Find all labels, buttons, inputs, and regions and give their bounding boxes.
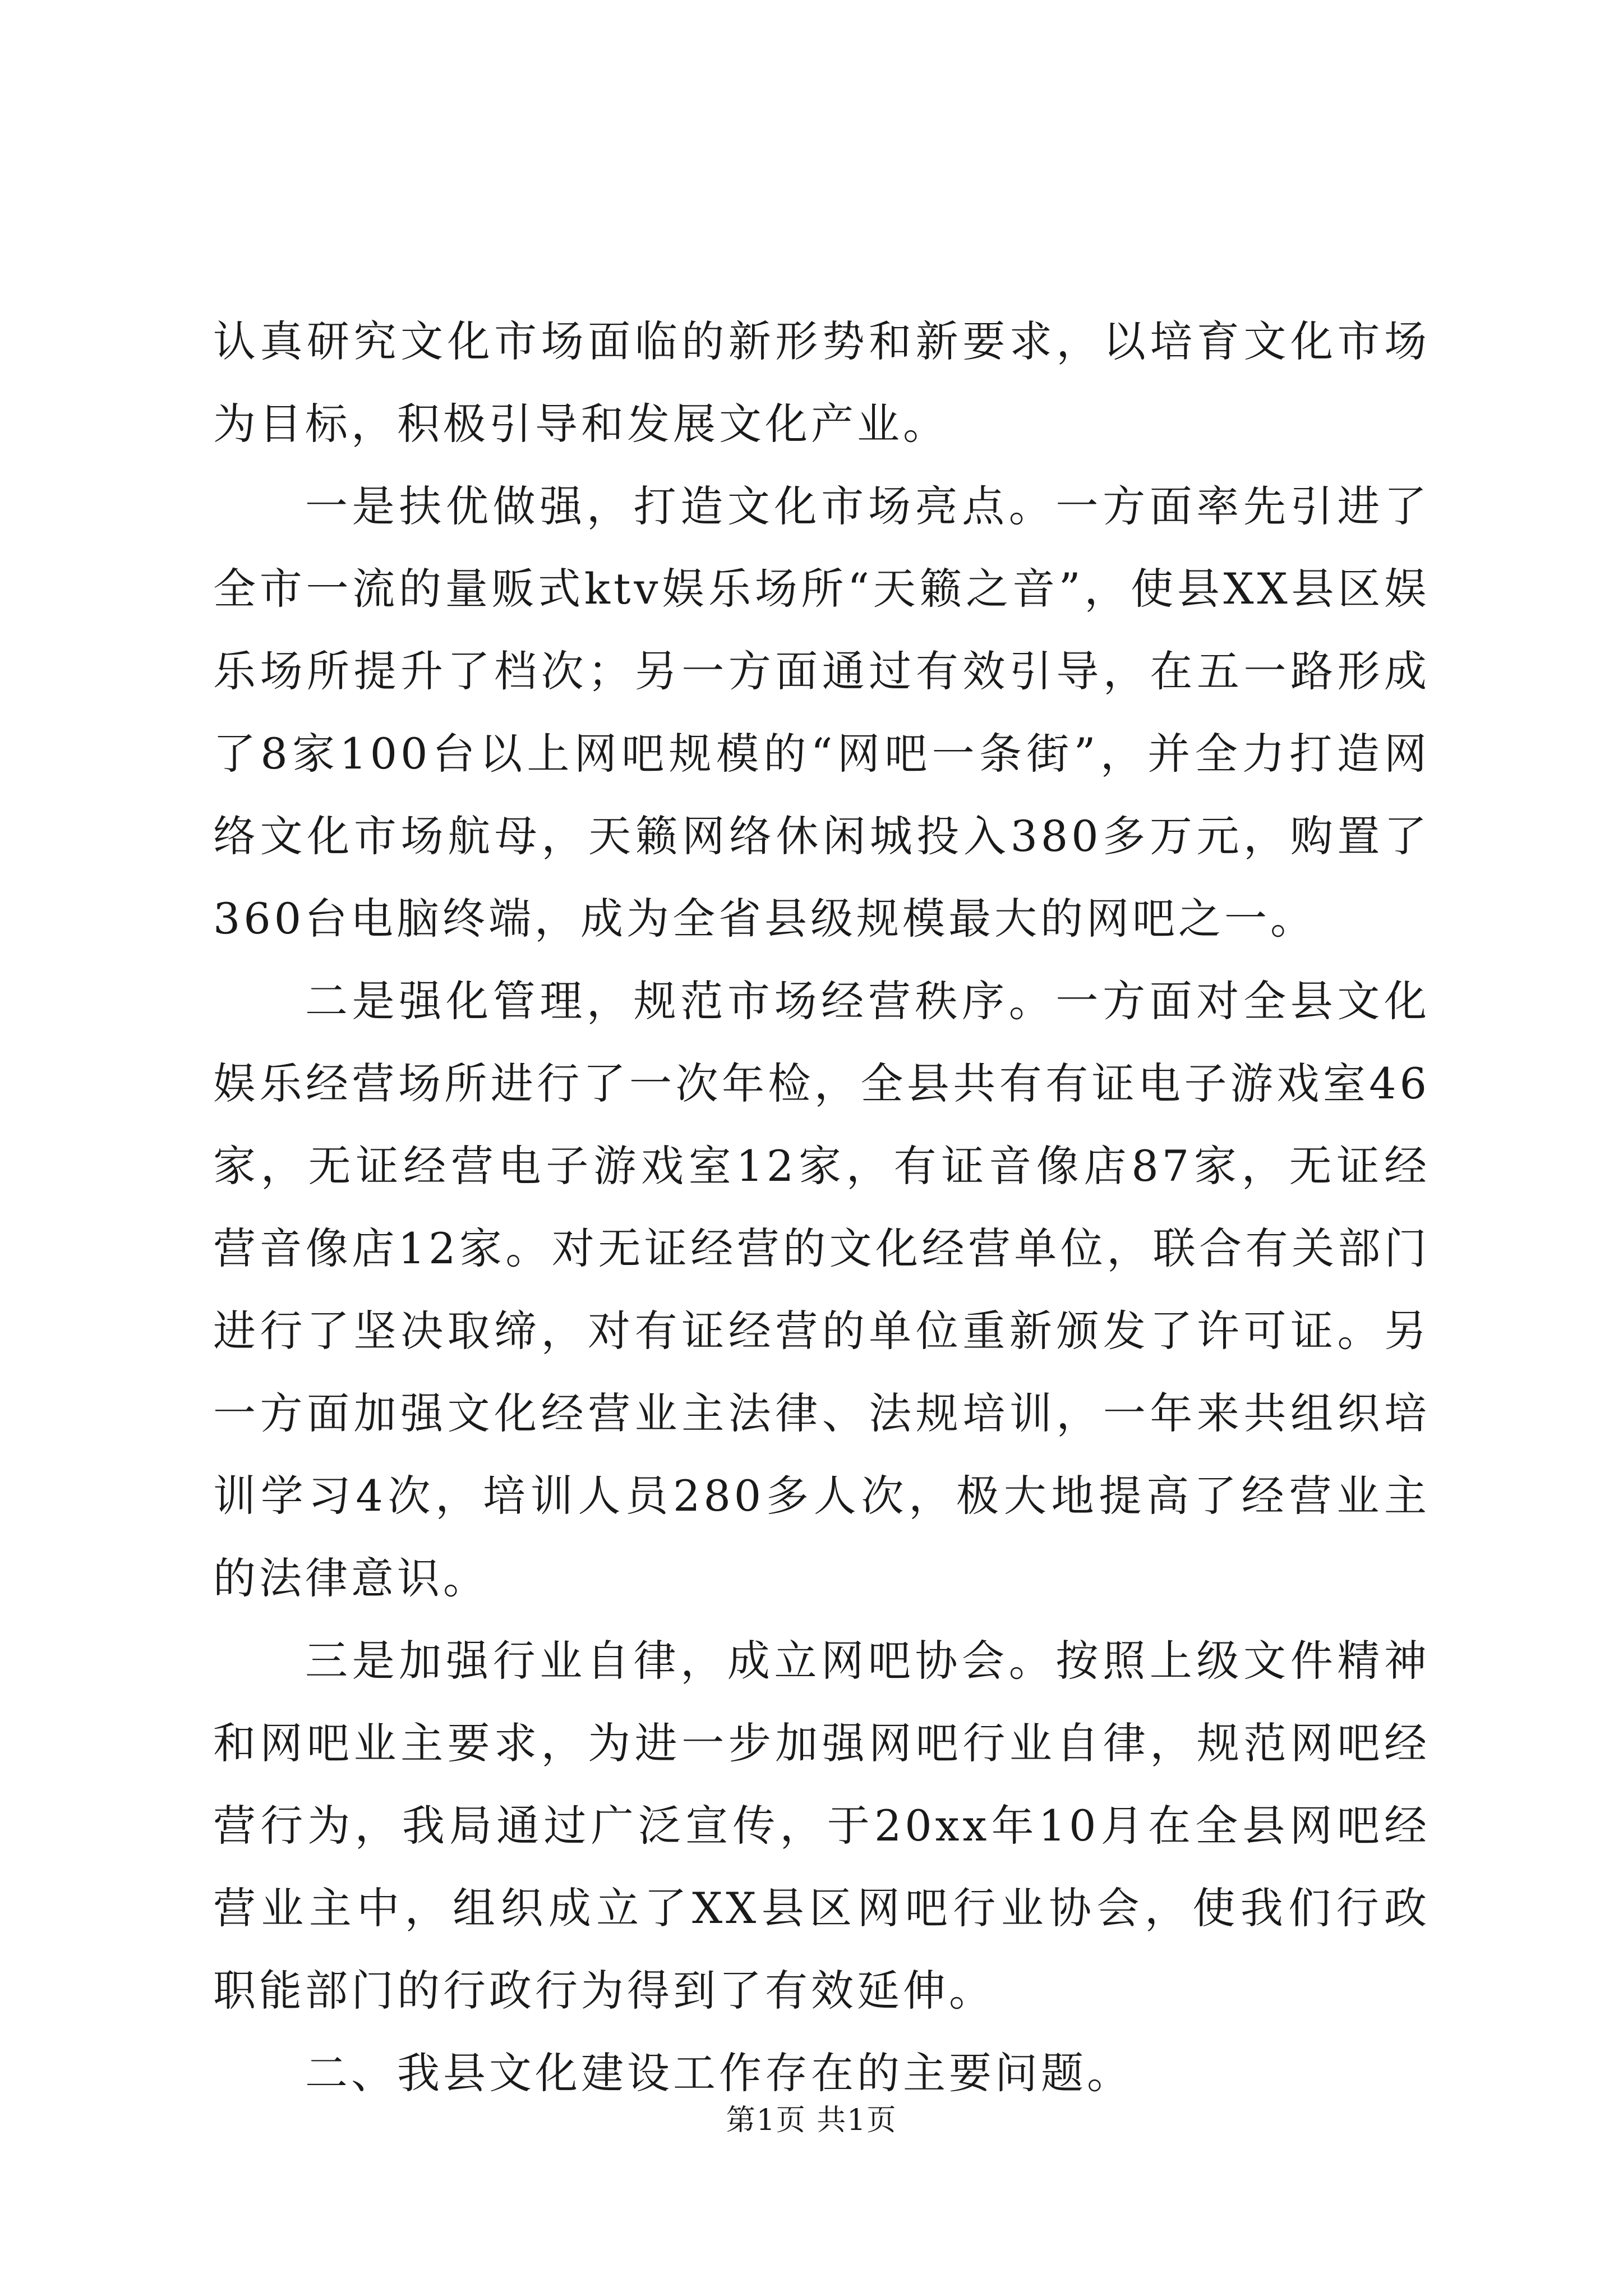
paragraph-point-one: 一是扶优做强，打造文化市场亮点。一方面率先引进了全市一流的量贩式ktv娱乐场所“天籁之音”，使县XX县区娱乐场所提升了档次；另一方面通过有效引导，在五一路形成了8家100台以上网吧规模的“网吧一条街”，并全力打造网络文化市场航母，天籁网络休闲城投入380多万元，购置了360台电脑终端，成为全省县级规模最大的网吧之一。 (213, 481, 1430, 944)
paragraph-point-three: 三是加强行业自律，成立网吧协会。按照上级文件精神和网吧业主要求，为进一步加强网吧行业自律，规范网吧经营行为，我局通过广泛宣传，于20xx年10月在全县网吧经营业主中，组织成立了XX县区网吧行业协会，使我们行政职能部门的行政行为得到了有效延伸。 (213, 1636, 1430, 2016)
paragraph-continuation: 认真研究文化市场面临的新形势和新要求，以培育文化市场为目标，积极引导和发展文化产业。 (213, 316, 1430, 449)
paragraph-point-two: 二是强化管理，规范市场经营秩序。一方面对全县文化娱乐经营场所进行了一次年检，全县共有有证电子游戏室46家，无证经营电子游戏室12家，有证音像店87家，无证经营音像店12家。对无证经营的文化经营单位，联合有关部门进行了坚决取缔，对有证经营的单位重新颁发了许可证。另一方面加强文化经营业主法律、法规培训，一年来共组织培训学习4次，培训人员280多人次，极大地提高了经营业主的法律意识。 (213, 976, 1430, 1603)
page-footer: 第1页 共1页 (726, 2104, 897, 2137)
section-heading: 二、我县文化建设工作存在的主要问题。 (305, 2048, 1133, 2098)
document-body (213, 300, 1430, 2114)
